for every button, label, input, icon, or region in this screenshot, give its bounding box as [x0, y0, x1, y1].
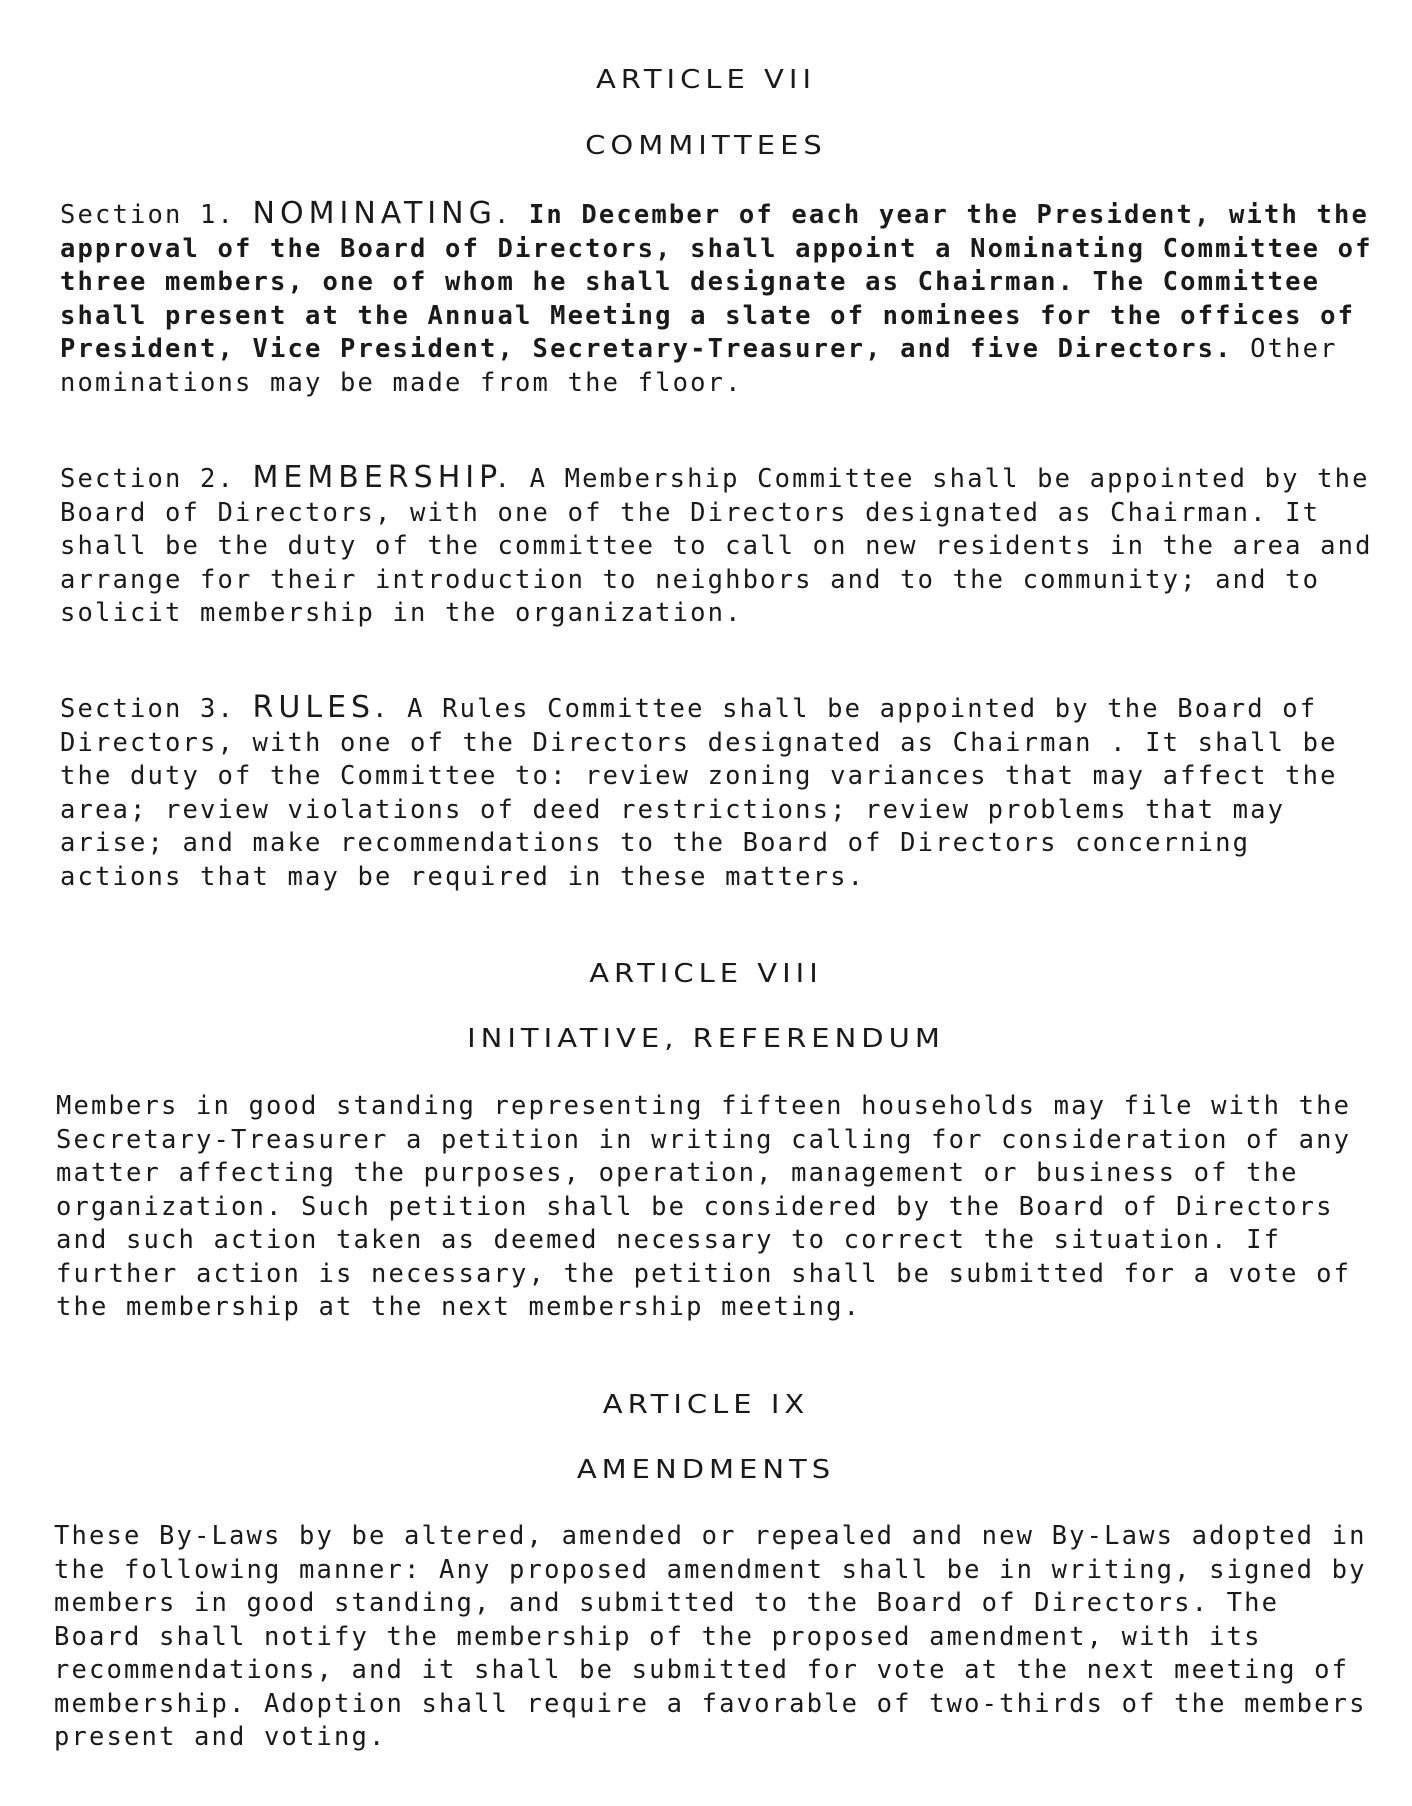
section-3-number: Section 3. — [60, 694, 236, 724]
article-7-subheading: COMMITTEES — [585, 129, 827, 161]
article-7-heading: ARTICLE VII — [595, 63, 817, 95]
section-2-title: MEMBERSHIP. — [252, 460, 513, 495]
article-8-subheading: INITIATIVE, REFERENDUM — [467, 1022, 945, 1054]
article-7-section-2 — [60, 461, 1380, 631]
article-9-body: These By-Laws by be altered, amended or repealed and new By-Laws adopted in the following manner: Any proposed amendment shall be in writing, signed by members in good standing, and submitted to the Board of Directors. The Board shall notify the membership of the proposed amendment, with its recommendations, and it shall be submitted for vote at the next meeting of membership. Adoption shall require a favorable of two-thirds of the members present and voting. — [54, 1521, 1367, 1752]
section-3-body: A Rules Committee shall be appointed by the Board of Directors, with one of the Directors designated as Chairman . It shall be the duty of the Committee to: review zoning variances that may affect the area; review violations of deed restrictions; review problems that may arise; and make recommendations to the Board of Directors concerning actions that may be required in these matters. — [60, 694, 1338, 892]
section-3-title: RULES. — [252, 690, 390, 725]
article-9-heading: ARTICLE IX — [602, 1388, 810, 1420]
article-7-section-1 — [60, 197, 1380, 400]
section-1-title: NOMINATING. — [252, 196, 512, 231]
article-7-section-3 — [60, 691, 1380, 894]
article-9-subheading: AMENDMENTS — [576, 1453, 836, 1485]
section-2-number: Section 2. — [60, 464, 236, 494]
section-1-number: Section 1. — [60, 200, 236, 230]
section-1-body-bold: In December of each year the President, with the approval of the Board of Directors, shall appoint a Nominating Committee of three members, one of whom he shall designate as Chairman. The Committee shall present at the Annual Meeting a slate of nominees for the offices of President, Vice President, Secretary-Treasurer, and five Directors. — [60, 200, 1373, 364]
section-1-body: Other nominations may be made from the floor. — [60, 334, 1338, 398]
article-8-body: Members in good standing representing fifteen households may file with the Secretary-Treasurer a petition in writing calling for consideration of any matter affecting the purposes, operation, management or business of the organization. Such petition shall be considered by the Board of Directors and such action taken as deemed necessary to correct the situation. If further action is necessary, the petition shall be submitted for a vote of the membership at the next membership meeting. — [56, 1091, 1352, 1322]
article-8-heading: ARTICLE VIII — [589, 957, 823, 989]
section-2-body: A Membership Committee shall be appointed by the Board of Directors, with one of the Directors designated as Chairman. It shall be the duty of the committee to call on new residents in the area and arrange for their introduction to neighbors and to the community; and to solicit membership in the organization. — [60, 464, 1373, 628]
